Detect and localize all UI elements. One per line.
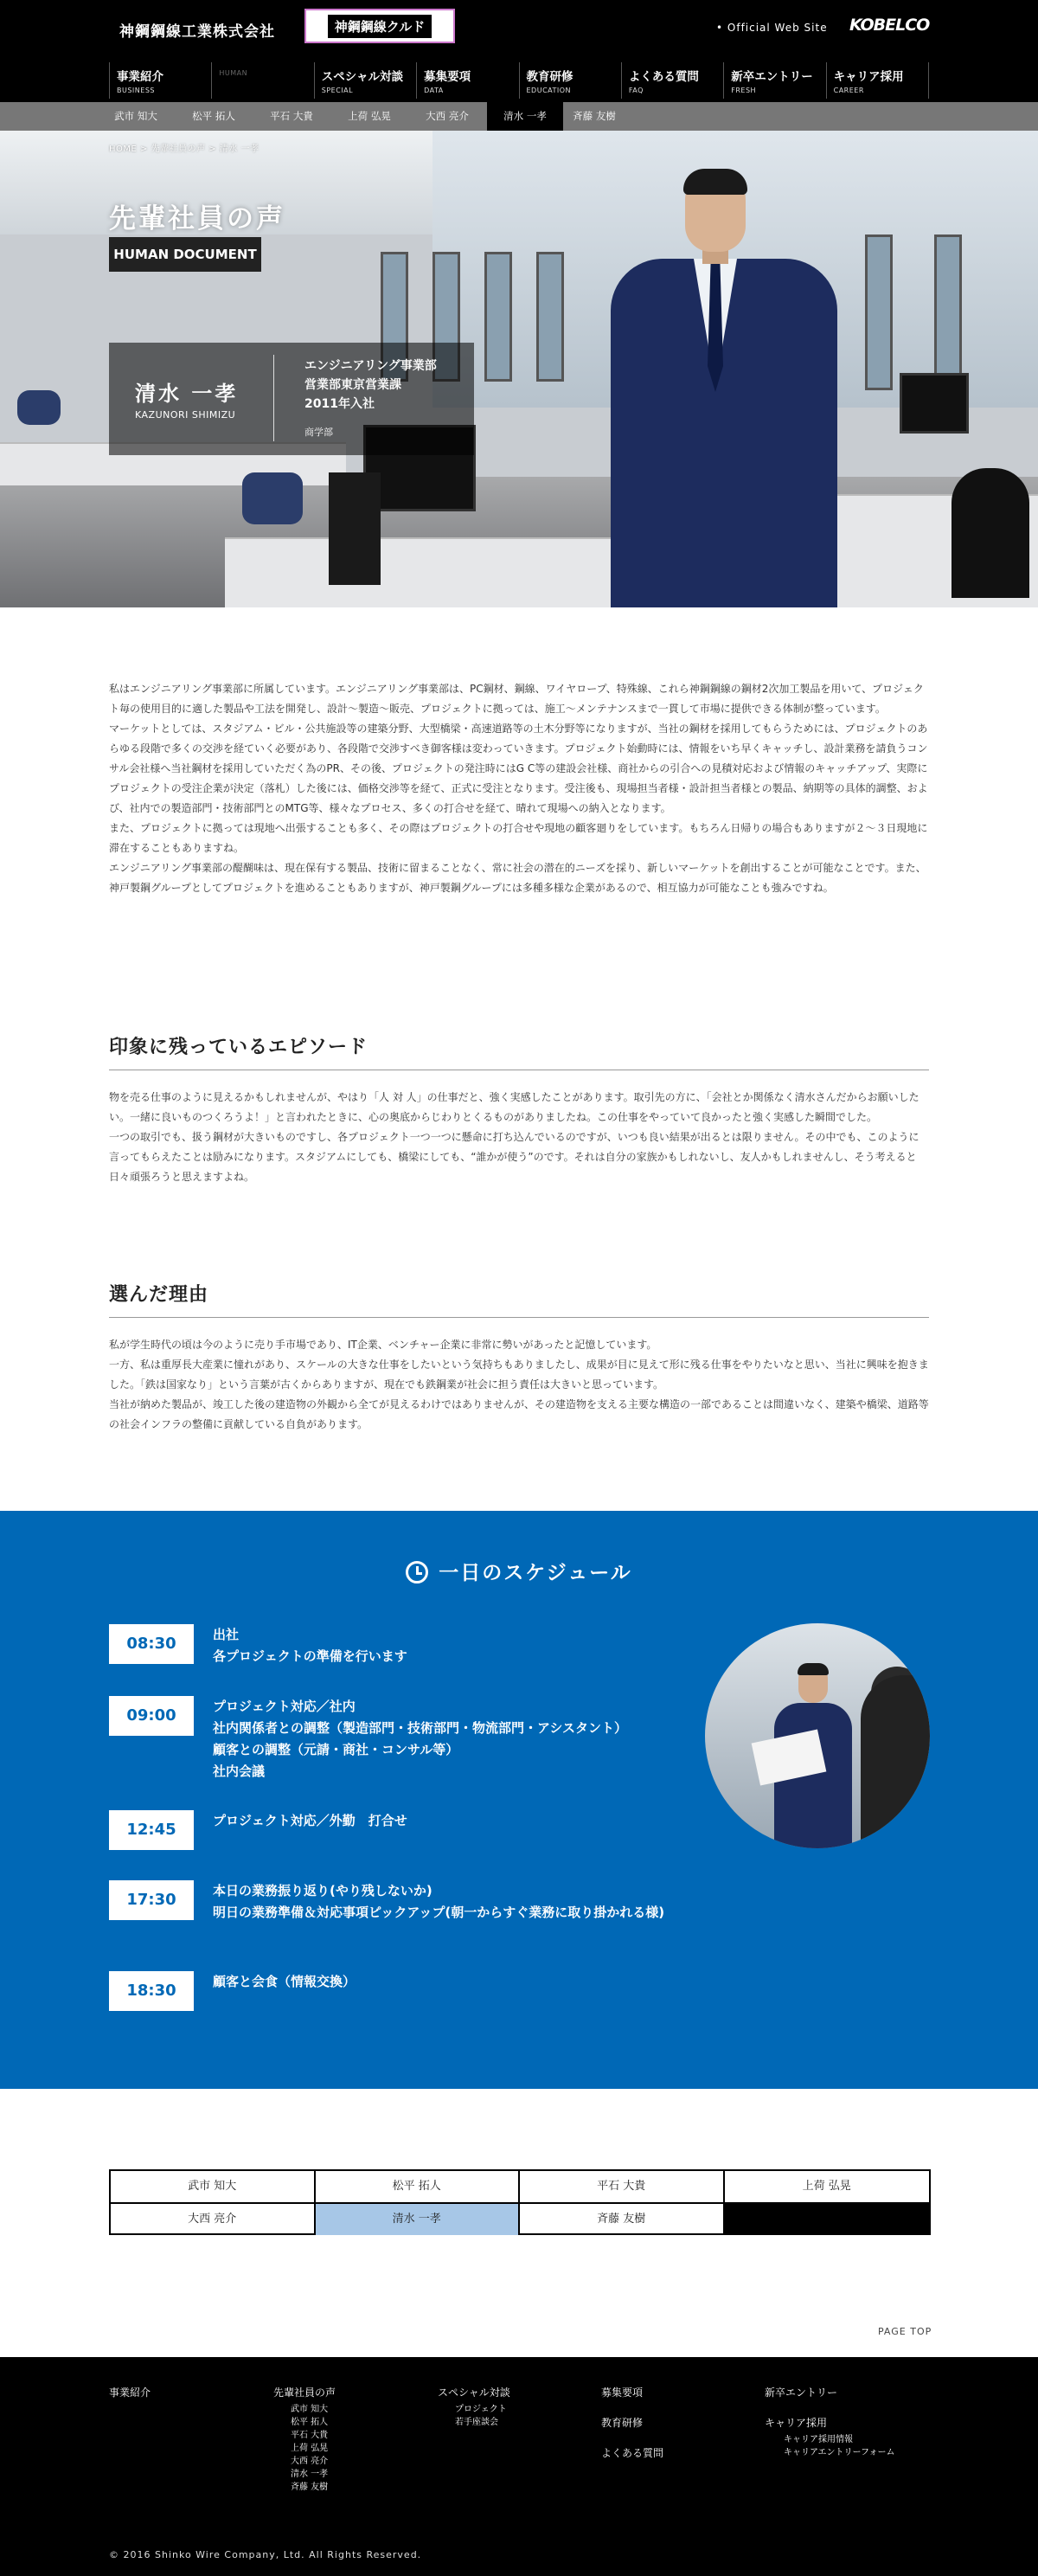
reason-paragraph: 一方、私は重厚長大産業に憧れがあり、スケールの大きな仕事をしたいという気持ちもありましたし、成果が目に見えて形に残る仕事をやりたいなと思い、当社に興味を抱きました。「鉄は国家なり」という言葉が古くからありますが、現在でも鉄鋼業が社会に担う責任は大きいと思っています。 bbox=[109, 1359, 929, 1391]
episode-paragraph: 一つの取引でも、扱う鋼材が大きいものですし、各プロジェクト一つ一つに懸命に打ち込んでいるのですが、いつも良い結果が出るとは限りません。その中でも、このように言ってもらえたことは励みになります。スタジアムにしても、橋梁にしても、“誰かが使う”のです。それは自分の家族かもしれないし、友人かもしれませんし、そう考えると日々頑張ろうと思えますよね。 bbox=[109, 1131, 919, 1183]
nav-label: キャリア採用 bbox=[833, 70, 904, 84]
office-chair bbox=[17, 390, 61, 425]
schedule-desc bbox=[213, 1880, 697, 1924]
window-pane bbox=[536, 252, 564, 382]
footer-sublink[interactable]: プロジェクト bbox=[455, 2405, 507, 2414]
episode-paragraph: 物を売る仕事のように見えるかもしれませんが、やはり「人 対 人」の仕事だと、強く実感したことがあります。取引先の方に、「会社とか関係なく清水さんだからお願いしたい。一緒に良いものつくろうよ！」と言われたときに、心の奥底からじわりとくるものがありましたね。この仕事をやっていて良かったと強く実感した瞬間でした。 bbox=[109, 1091, 919, 1123]
subnav-item-active[interactable]: 清水 一孝 bbox=[487, 102, 563, 131]
member-link[interactable]: 上荷 弘晃 bbox=[725, 2171, 930, 2204]
schedule-photo bbox=[705, 1623, 930, 1848]
copyright: © 2016 Shinko Wire Company, Ltd. All Rights Reserved. bbox=[109, 2549, 422, 2560]
nav-label: 新卒エントリー bbox=[731, 70, 813, 84]
nav-sublabel: FRESH bbox=[731, 87, 757, 94]
window-pane bbox=[484, 252, 512, 382]
window-pane bbox=[865, 234, 893, 390]
schedule-desc bbox=[213, 1696, 697, 1783]
nav-sublabel: BUSINESS bbox=[117, 87, 155, 94]
footer-sublink[interactable]: 斉藤 友樹 bbox=[291, 2483, 329, 2492]
intro-paragraph: エンジニアリング事業部の醍醐味は、現在保有する製品、技術に留まることなく、常に社会の潜在的ニーズを採り、新しいマーケットを創出することが可能なことです。また、神戸製鋼グループとしてプロジェクトを進めることもありますが、神戸製鋼グループには多種多様な企業があるので、相互協力が可能なことも強みですね。 bbox=[109, 862, 926, 894]
footer-col-special bbox=[438, 2385, 510, 2429]
schedule-time: 17:30 bbox=[109, 1880, 194, 1920]
nav-human[interactable] bbox=[211, 62, 313, 99]
schedule-desc-line: 社内会議 bbox=[213, 1763, 266, 1779]
nav-sublabel: FAQ bbox=[628, 87, 644, 94]
schedule-desc-line: 出社 bbox=[213, 1627, 240, 1642]
subnav-item[interactable]: 大西 亮介 bbox=[426, 110, 469, 122]
schedule-desc-line: プロジェクト対応／外勤 打合せ bbox=[213, 1813, 407, 1828]
schedule-desc-line: 顧客との調整（元請・商社・コンサル等） bbox=[213, 1742, 459, 1757]
schedule-desc-line: 本日の業務振り返り(やり残しないか) bbox=[213, 1883, 432, 1898]
footer-col-business bbox=[109, 2385, 151, 2410]
nav-sublabel: CAREER bbox=[833, 87, 864, 94]
episode-text bbox=[109, 1088, 929, 1187]
schedule-desc bbox=[213, 1971, 697, 1993]
nav-special[interactable] bbox=[314, 62, 416, 99]
page-title: 先輩社員の声 bbox=[109, 203, 285, 234]
nav-label: 教育研修 bbox=[526, 70, 573, 84]
namecard-divider bbox=[273, 355, 274, 441]
nav-label: よくある質問 bbox=[628, 70, 699, 84]
daily-schedule bbox=[0, 1511, 1038, 2089]
footer-sublink[interactable]: 上荷 弘晃 bbox=[291, 2444, 329, 2453]
footer-sublink[interactable]: 平石 大貴 bbox=[291, 2431, 329, 2440]
schedule-time: 18:30 bbox=[109, 1971, 194, 2011]
footer-sublink[interactable]: 大西 亮介 bbox=[291, 2457, 329, 2466]
club-banner[interactable] bbox=[304, 9, 455, 43]
member-link[interactable]: 斉藤 友樹 bbox=[520, 2204, 725, 2235]
nav-business[interactable] bbox=[109, 62, 211, 99]
footer-link[interactable]: キャリア採用 bbox=[765, 2417, 828, 2429]
reason-paragraph: 当社が納めた製品が、竣工した後の建造物の外観から全てが見えるわけではありませんが、その建造物を支える主要な構造の一部であることは間違いなく、建築や橋梁、道路等の社会インフラの整備に貢献している自負があります。 bbox=[109, 1398, 929, 1430]
featured-employee bbox=[611, 172, 837, 607]
member-link[interactable]: 平石 大貴 bbox=[520, 2171, 725, 2204]
profile-division: エンジニアリング事業部 bbox=[304, 359, 437, 373]
footer-col-info bbox=[601, 2385, 663, 2470]
employee-namecard bbox=[109, 343, 474, 455]
nav-sublabel: EDUCATION bbox=[526, 87, 572, 94]
footer-sublink[interactable]: 武市 知大 bbox=[291, 2405, 329, 2414]
page-subtitle: HUMAN DOCUMENT bbox=[109, 237, 261, 272]
subnav-item[interactable]: 上荷 弘晃 bbox=[348, 110, 391, 122]
intro-paragraph: マーケットとしては、スタジアム・ビル・公共施設等の建築分野、大型橋梁・高速道路等の土木分野等になりますが、当社の鋼材を採用してもらうためには、プロジェクトのあらゆる段階で多くの交渉を経ていく必要があり、各段階で交渉すべき御客様は変わっていきます。プロジェクト始動時には、情報をいち早くキャッチし、設計業務を請負うコンサル会社様へ当社鋼材を採用していただく為のPR、その後、プロジェクトの発注時にはG C等の建設会社様、商社からの引合への見積対応および情報のキャッチアップ、実際にプロジェクトの受注企業が決定（落札）した後には、価格交渉等を経て、正式に受注となります。受注後も、現場担当者様・設計担当者様との製品、納期等の具体的調整、および、社内での製造部門・技術部門とのMTG等、様々なプロセス、多くの打合せを経て、晴れて現場への納入となります。 bbox=[109, 723, 928, 814]
nav-data[interactable] bbox=[416, 62, 518, 99]
nav-career[interactable] bbox=[826, 62, 929, 99]
episode-heading: 印象に残っているエピソード bbox=[109, 1032, 929, 1070]
desk bbox=[225, 537, 640, 607]
nav-sublabel: SPECIAL bbox=[321, 87, 354, 94]
official-site-link[interactable]: • Official Web Site bbox=[716, 22, 828, 34]
employee-name: 清水 一孝 bbox=[135, 382, 239, 406]
schedule-time: 09:00 bbox=[109, 1696, 194, 1736]
footer-col-human bbox=[273, 2385, 336, 2494]
employee-faculty: 商学部 bbox=[304, 427, 333, 438]
footer-sublink[interactable]: 清水 一孝 bbox=[291, 2470, 329, 2479]
footer-link[interactable]: 事業紹介 bbox=[109, 2386, 151, 2399]
footer-link[interactable]: よくある質問 bbox=[601, 2447, 664, 2459]
intro-paragraph: また、プロジェクトに拠っては現地へ出張することも多く、その際はプロジェクトの打合せや現地の顧客廻りをしています。もちろん日帰りの場合もありますが２〜３日現地に滞在することもありますね。 bbox=[109, 822, 928, 854]
office-chair bbox=[242, 472, 303, 524]
background-person bbox=[952, 468, 1029, 598]
footer-sublink[interactable]: 若手座談会 bbox=[455, 2418, 498, 2427]
site-header bbox=[0, 0, 1038, 59]
footer-sublink[interactable]: キャリア採用情報 bbox=[784, 2435, 853, 2444]
schedule-desc-line: 明日の業務準備＆対応事項ピックアップ(朝一からすぐ業務に取り掛かれる様) bbox=[213, 1905, 665, 1920]
intro-paragraph: 私はエンジニアリング事業部に所属しています。エンジニアリング事業部は、PC鋼材、鋼線、ワイヤロープ、特殊線、これら神鋼鋼線の鋼材2次加工製品を用いて、プロジェクト毎の使用目的に適した製品や工法を開発し、設計〜製造〜販売、プロジェクトに拠っては、施工〜メンテナンスまで一貫して市場に提供できる体制が整っています。 bbox=[109, 683, 924, 715]
subnav-item[interactable]: 斉藤 友樹 bbox=[573, 110, 616, 122]
schedule-desc-line: 顧客と会食（情報交換） bbox=[213, 1974, 356, 1989]
schedule-desc-line: 各プロジェクトの準備を行います bbox=[213, 1648, 407, 1664]
site-footer bbox=[0, 2357, 1038, 2576]
intro-text bbox=[109, 679, 929, 898]
subnav-item[interactable]: 平石 大貴 bbox=[270, 110, 313, 122]
schedule-time: 08:30 bbox=[109, 1624, 194, 1664]
footer-link[interactable]: 教育研修 bbox=[601, 2417, 644, 2429]
member-link[interactable]: 松平 拓人 bbox=[316, 2171, 521, 2204]
global-nav bbox=[0, 59, 1038, 102]
page-top-link[interactable]: PAGE TOP bbox=[878, 2326, 932, 2337]
schedule-desc bbox=[213, 1624, 697, 1667]
kobelco-logo[interactable]: KOBELCO bbox=[849, 16, 930, 35]
schedule-time: 12:45 bbox=[109, 1810, 194, 1850]
nav-faq[interactable] bbox=[621, 62, 723, 99]
schedule-heading bbox=[0, 1557, 1038, 1585]
schedule-title-text: 一日のスケジュール bbox=[439, 1562, 632, 1584]
breadcrumb[interactable]: HOME > 先輩社員の声 > 清水 一孝 bbox=[109, 145, 260, 154]
employee-profile bbox=[304, 357, 437, 414]
footer-sublink[interactable]: キャリアエントリーフォーム bbox=[784, 2448, 895, 2457]
member-grid bbox=[109, 2169, 931, 2235]
schedule-desc-line: 社内関係者との調整（製造部門・技術部門・物流部門・アシスタント） bbox=[213, 1720, 627, 1736]
member-link-active[interactable]: 清水 一孝 bbox=[316, 2204, 521, 2235]
member-empty-cell bbox=[725, 2204, 930, 2235]
monitor bbox=[900, 373, 969, 434]
reason-heading: 選んだ理由 bbox=[109, 1280, 929, 1318]
window-pane bbox=[934, 234, 962, 390]
member-link[interactable]: 武市 知大 bbox=[111, 2171, 316, 2204]
footer-col-entry bbox=[765, 2385, 895, 2459]
footer-link[interactable]: 先輩社員の声 bbox=[273, 2386, 336, 2399]
member-subnav bbox=[0, 102, 1038, 131]
schedule-desc bbox=[213, 1810, 697, 1832]
profile-department: 営業部東京営業課 bbox=[304, 378, 401, 392]
desktop-pc bbox=[329, 472, 381, 585]
nav-label: 募集要項 bbox=[424, 70, 471, 84]
member-link[interactable]: 大西 亮介 bbox=[111, 2204, 316, 2235]
nav-label: スペシャル対談 bbox=[321, 70, 403, 84]
subnav-item[interactable]: 松平 拓人 bbox=[192, 110, 235, 122]
nav-sublabel: DATA bbox=[424, 87, 444, 94]
profile-joined: 2011年入社 bbox=[304, 397, 375, 411]
nav-sublabel: HUMAN bbox=[219, 69, 248, 77]
schedule-desc-line: プロジェクト対応／社内 bbox=[213, 1699, 356, 1714]
reason-text bbox=[109, 1335, 929, 1435]
footer-link[interactable]: スペシャル対談 bbox=[438, 2386, 510, 2399]
nav-fresh[interactable] bbox=[723, 62, 825, 99]
company-logo[interactable]: 神鋼鋼線工業株式会社 bbox=[119, 23, 275, 41]
nav-education[interactable] bbox=[519, 62, 621, 99]
hero-photo bbox=[0, 131, 1038, 607]
reason-paragraph: 私が学生時代の頃は今のように売り手市場であり、IT企業、ベンチャー企業に非常に勢いがあったと記憶しています。 bbox=[109, 1339, 657, 1351]
club-banner-text: 神鋼鋼線クルド bbox=[328, 15, 432, 38]
footer-sublink[interactable]: 松平 拓人 bbox=[291, 2418, 329, 2427]
employee-name-en: KAZUNORI SHIMIZU bbox=[135, 409, 236, 421]
footer-link[interactable]: 新卒エントリー bbox=[765, 2386, 838, 2399]
footer-link[interactable]: 募集要項 bbox=[601, 2386, 644, 2399]
nav-label: 事業紹介 bbox=[117, 70, 163, 84]
subnav-item[interactable]: 武市 知大 bbox=[114, 110, 157, 122]
clock-icon bbox=[406, 1561, 428, 1584]
